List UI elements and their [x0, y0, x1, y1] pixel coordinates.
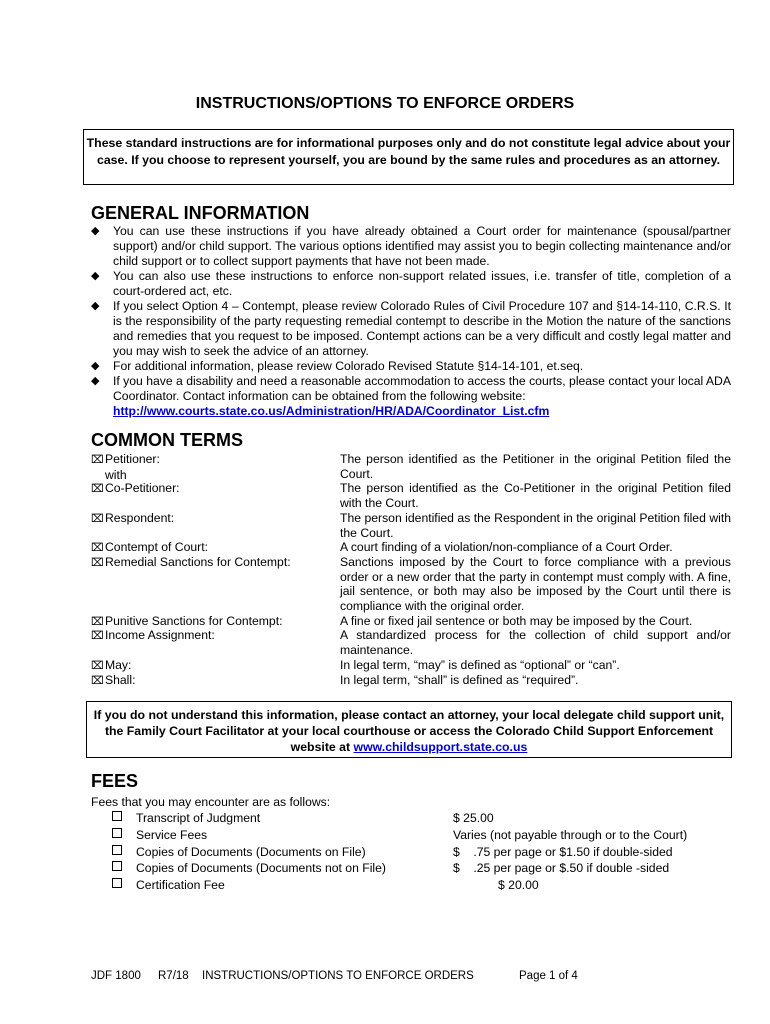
- fees-list: [112, 810, 732, 894]
- footer-form-number: JDF 1800: [91, 970, 141, 982]
- footer-page-number: Page 1 of 4: [519, 970, 578, 982]
- checkbox-x-icon: ⌧: [91, 630, 104, 643]
- disclaimer-box: These standard instructions are for informational purposes only and do not constitute legal advice about your case. If you choose to represent yourself, you are bound by the same rules and procedures as an attorney.: [83, 129, 734, 185]
- list-item: ◆ If you select Option 4 – Contempt, please review Colorado Rules of Civil Procedure 107 and §14-14-110, C.R.S. It is the responsibility of the party requesting remedial contempt to describe in the Motion the nature of the sanctions and remedies that you request to be imposed. Contempt actions can be a very difficult and costly legal matter and you may wish to seek the advice of an attorney.: [91, 299, 731, 358]
- term-row-petitioner: ⌧Petitioner: with The person identified as the Petitioner in the original Petition filed the Court.: [91, 452, 731, 482]
- general-info-heading: GENERAL INFORMATION: [91, 203, 310, 223]
- general-info-list: [91, 224, 731, 419]
- checkbox-icon: [112, 845, 122, 855]
- term-row-income: ⌧Income Assignment: A standardized process for the collection of child support and/or maintenance.: [91, 628, 731, 658]
- childsupport-link[interactable]: www.childsupport.state.co.us: [353, 740, 528, 754]
- checkbox-x-icon: ⌧: [91, 542, 104, 555]
- checkbox-x-icon: ⌧: [91, 454, 104, 466]
- list-item: Copies of Documents (Documents on File) $ .75 per page or $1.50 if double-sided: [112, 844, 732, 861]
- list-item: Copies of Documents (Documents not on File) $ .25 per page or $.50 if double -sided: [112, 860, 732, 877]
- diamond-bullet-icon: ◆: [91, 225, 100, 237]
- list-item: ◆ If you have a disability and need a reasonable accommodation to access the courts, please contact your local ADA Coordinator. Contact information can be obtained from the following website: http://www.courts.state.co.us/Administration/HR/ADA/Coordinator_List.cfm: [91, 374, 731, 418]
- checkbox-x-icon: ⌧: [91, 483, 104, 496]
- checkbox-icon: [112, 861, 122, 871]
- diamond-bullet-icon: ◆: [91, 360, 100, 372]
- terms-list: [91, 452, 731, 687]
- term-row-may: ⌧May: In legal term, “may” is defined as “optional” or “can”.: [91, 657, 620, 672]
- list-item: ◆ You can also use these instructions to enforce non-support related issues, i.e. transfer of title, completion of a court-ordered act, etc.: [91, 269, 731, 298]
- checkbox-x-icon: ⌧: [91, 512, 104, 525]
- ada-coordinator-link[interactable]: http://www.courts.state.co.us/Administration/HR/ADA/Coordinator_List.cfm: [113, 404, 550, 418]
- term-row-shall: ⌧Shall: In legal term, “shall” is defined as “required”.: [91, 672, 579, 687]
- list-item: ◆ For additional information, please review Colorado Revised Statute §14-14-101, et.seq.: [91, 359, 584, 373]
- diamond-bullet-icon: ◆: [91, 270, 100, 282]
- term-row-remedial: ⌧Remedial Sanctions for Contempt: Sanctions imposed by the Court to force compliance with a previous order or a new order that the party in contempt must comply with. A fine, jail sentence, or both may also be imposed by the Court until there is compliance with the original order.: [91, 554, 731, 614]
- footer-revision: R7/18: [158, 970, 189, 982]
- checkbox-x-icon: ⌧: [91, 674, 104, 687]
- diamond-bullet-icon: ◆: [91, 300, 100, 312]
- term-row-contempt: ⌧Contempt of Court: A court finding of a violation/non-compliance of a Court Order.: [91, 540, 673, 555]
- list-item: ◆ You can use these instructions if you have already obtained a Court order for maintenance (spousal/partner support) and/or child support. The various options identified may assist you to begin collecting maintenance and/or child support or to collect support payments that have not been made.: [91, 224, 731, 268]
- page-title: INSTRUCTIONS/OPTIONS TO ENFORCE ORDERS: [195, 95, 575, 112]
- contact-box: If you do not understand this information, please contact an attorney, your local delegate child support unit, the Family Court Facilitator at your local courthouse or access the Colorado Child Support Enforcement website at www.childsupport.state.co.us: [86, 701, 732, 758]
- term-row-respondent: ⌧Respondent: The person identified as the Respondent in the original Petition filed with the Court.: [91, 510, 731, 540]
- checkbox-x-icon: ⌧: [91, 659, 104, 672]
- term-row-co-petitioner: ⌧Co-Petitioner: The person identified as the Co-Petitioner in the original Petition filed with the Court.: [91, 481, 731, 511]
- list-item: Transcript of Judgment $ 25.00: [112, 810, 732, 827]
- fees-intro: Fees that you may encounter are as follows:: [91, 795, 331, 809]
- term-row-punitive: ⌧Punitive Sanctions for Contempt: A fine or fixed jail sentence or both may be imposed by the Court.: [91, 613, 693, 628]
- fees-heading: FEES: [91, 771, 139, 791]
- list-item: Certification Fee $ 20.00: [112, 877, 732, 894]
- checkbox-x-icon: ⌧: [91, 615, 104, 628]
- checkbox-icon: [112, 828, 122, 838]
- checkbox-icon: [112, 811, 122, 821]
- checkbox-x-icon: ⌧: [91, 556, 104, 569]
- checkbox-icon: [112, 878, 122, 888]
- list-item: Service Fees Varies (not payable through or to the Court): [112, 827, 732, 844]
- diamond-bullet-icon: ◆: [91, 375, 100, 387]
- footer-title: INSTRUCTIONS/OPTIONS TO ENFORCE ORDERS: [202, 970, 474, 982]
- common-terms-heading: COMMON TERMS: [91, 430, 243, 450]
